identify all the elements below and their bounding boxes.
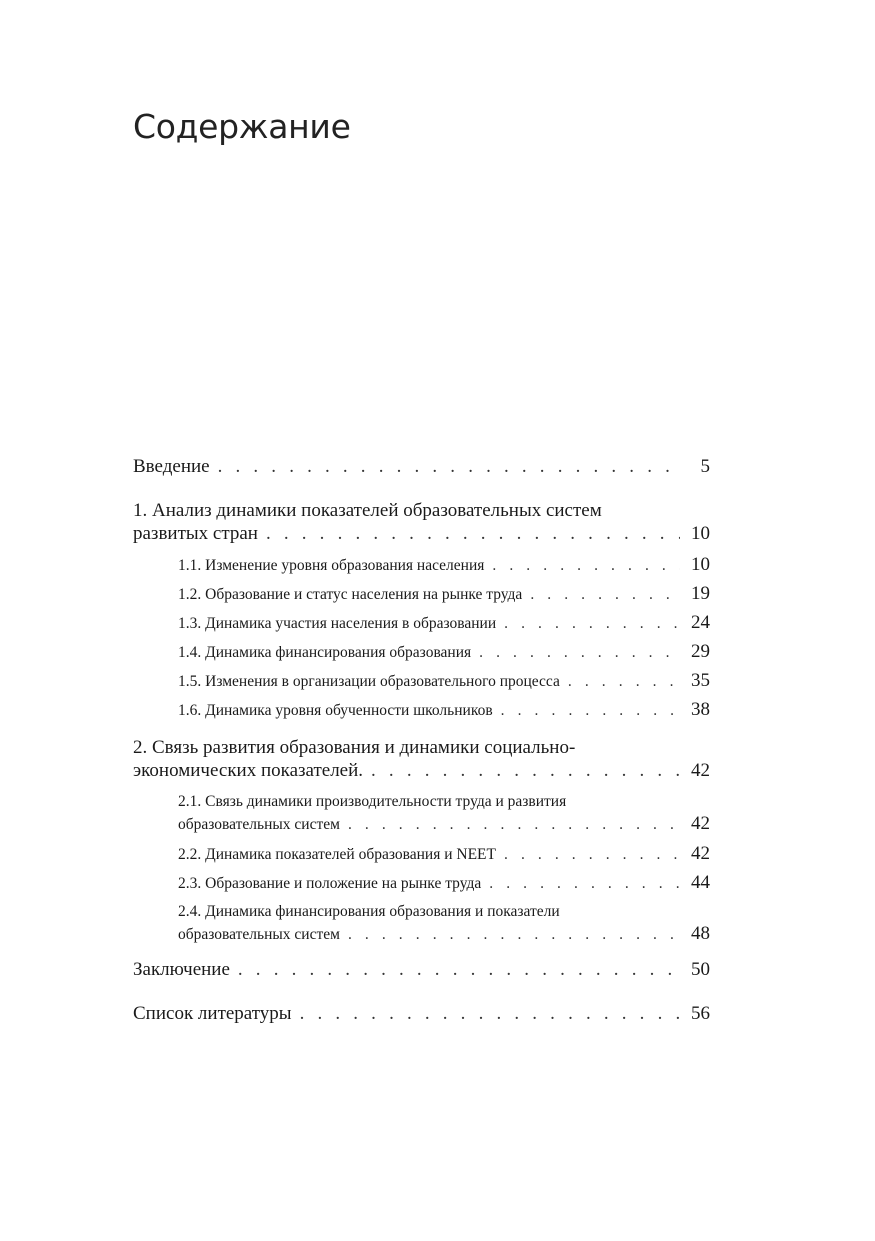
toc-entry-1-3[interactable] xyxy=(178,612,710,641)
toc-entry-label: 1.6. Динамика уровня обученности школьников xyxy=(178,702,493,719)
toc-page-number: 29 xyxy=(691,641,710,662)
dot-leader xyxy=(504,613,680,635)
dot-leader xyxy=(501,700,680,722)
toc-page-number: 10 xyxy=(691,554,710,575)
toc-page-number: 5 xyxy=(700,456,710,477)
toc-entry-label: 2.2. Динамика показателей образования и NEET xyxy=(178,846,496,863)
toc-entry-chapter-1[interactable] xyxy=(133,499,710,545)
toc-entry-label: Введение xyxy=(133,456,210,477)
toc-entry-label: 1.5. Изменения в организации образовательного процесса xyxy=(178,673,560,690)
dot-leader xyxy=(266,522,680,545)
toc-entry-label: 1.1. Изменение уровня образования населения xyxy=(178,557,485,574)
toc-entry-label-cont: образовательных систем xyxy=(178,816,340,833)
toc-page-number: 50 xyxy=(691,959,710,980)
toc-entry-label: 1.4. Динамика финансирования образования xyxy=(178,644,472,661)
dot-leader xyxy=(371,759,680,782)
toc-entry-references[interactable] xyxy=(133,1002,710,1025)
toc-entry-label: 1.2. Образование и статус населения на рынке труда xyxy=(178,586,523,603)
dot-leader xyxy=(568,671,680,693)
dot-leader xyxy=(492,555,680,577)
toc-page-number: 56 xyxy=(691,1003,710,1024)
table-of-contents xyxy=(133,455,710,1025)
toc-entry-1-1[interactable] xyxy=(178,554,710,583)
toc-entry-2-4[interactable] xyxy=(178,901,710,946)
dot-leader xyxy=(238,958,680,981)
page-title: Содержание xyxy=(133,107,351,146)
toc-page-number: 42 xyxy=(691,813,710,834)
toc-entry-label-cont: образовательных систем xyxy=(178,926,340,943)
toc-entry-label: 1.3. Динамика участия населения в образовании xyxy=(178,615,497,632)
toc-page-number: 35 xyxy=(691,670,710,691)
toc-page-number: 10 xyxy=(691,523,710,544)
toc-entry-2-3[interactable] xyxy=(178,872,710,901)
toc-page-number: 24 xyxy=(691,612,710,633)
toc-entry-1-6[interactable] xyxy=(178,699,710,728)
toc-entry-label: 2.1. Связь динамики производительности труда и развития xyxy=(178,793,567,810)
dot-leader xyxy=(300,1002,680,1025)
toc-page-number: 48 xyxy=(691,923,710,944)
toc-entry-label: Список литературы xyxy=(133,1003,292,1024)
dot-leader xyxy=(530,584,680,606)
toc-entry-1-2[interactable] xyxy=(178,583,710,612)
dot-leader xyxy=(489,873,680,895)
toc-entry-label-cont: экономических показателей. xyxy=(133,760,364,781)
dot-leader xyxy=(479,642,680,664)
toc-entry-2-2[interactable] xyxy=(178,843,710,872)
toc-page-number: 42 xyxy=(691,843,710,864)
toc-entry-label: 2.4. Динамика финансирования образования и показатели xyxy=(178,903,560,920)
toc-entry-2-1[interactable] xyxy=(178,791,710,836)
dot-leader xyxy=(348,924,680,946)
toc-page-number: 44 xyxy=(691,872,710,893)
toc-entry-label: 1. Анализ динамики показателей образовательных систем xyxy=(133,500,602,521)
toc-page-number: 42 xyxy=(691,760,710,781)
toc-entry-label: Заключение xyxy=(133,959,230,980)
toc-page-number: 38 xyxy=(691,699,710,720)
dot-leader xyxy=(218,455,680,478)
toc-entry-label: 2. Связь развития образования и динамики социально- xyxy=(133,737,576,758)
toc-entry-1-5[interactable] xyxy=(178,670,710,699)
toc-entry-conclusion[interactable] xyxy=(133,958,710,981)
toc-page-number: 19 xyxy=(691,583,710,604)
dot-leader xyxy=(348,814,680,836)
toc-entry-intro[interactable] xyxy=(133,455,710,478)
toc-entry-chapter-2[interactable] xyxy=(133,736,710,782)
toc-entry-1-4[interactable] xyxy=(178,641,710,670)
toc-entry-label-cont: развитых стран xyxy=(133,523,258,544)
dot-leader xyxy=(504,844,680,866)
toc-entry-label: 2.3. Образование и положение на рынке труда xyxy=(178,875,482,892)
